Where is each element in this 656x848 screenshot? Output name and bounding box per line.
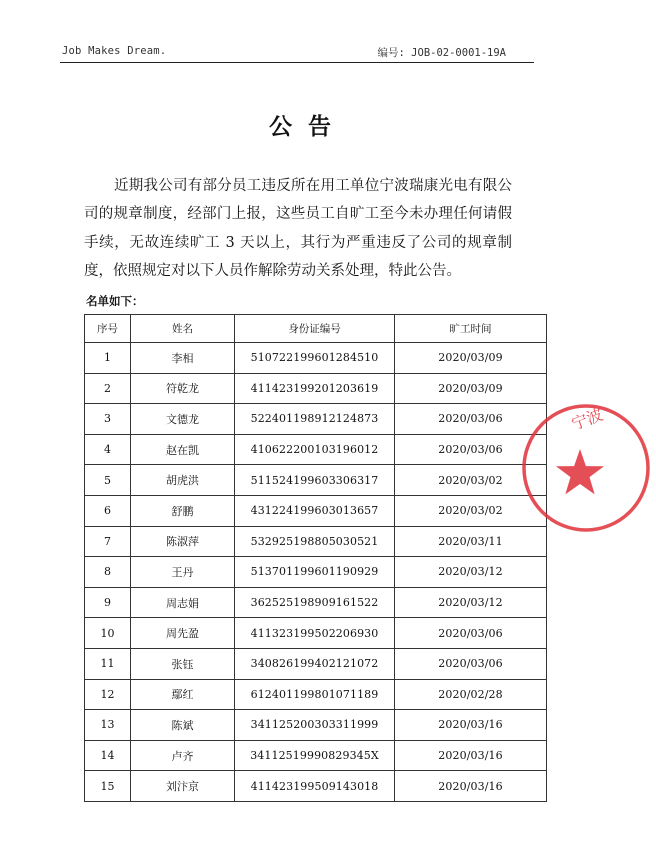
employee-name: 鄢红 [131, 679, 235, 710]
employee-name: 王丹 [131, 557, 235, 588]
row-index: 2 [85, 373, 131, 404]
absence-date: 2020/03/11 [395, 526, 547, 557]
absence-date: 2020/03/12 [395, 557, 547, 588]
table-row [85, 740, 547, 771]
id-number: 362525198909161522 [235, 587, 395, 618]
row-index: 10 [85, 618, 131, 649]
employee-name: 刘汴京 [131, 771, 235, 802]
table-row [85, 434, 547, 465]
absence-date: 2020/03/09 [395, 373, 547, 404]
id-number: 411423199509143018 [235, 771, 395, 802]
id-number: 340826199402121072 [235, 648, 395, 679]
absence-date: 2020/03/02 [395, 495, 547, 526]
id-number: 522401198912124873 [235, 404, 395, 435]
table-row [85, 648, 547, 679]
absence-date: 2020/03/12 [395, 587, 547, 618]
absence-date: 2020/03/06 [395, 404, 547, 435]
employee-name: 周志娟 [131, 587, 235, 618]
header-divider [60, 62, 534, 63]
seal-text: 宁波 [568, 404, 606, 434]
row-index: 8 [85, 557, 131, 588]
row-index: 1 [85, 343, 131, 374]
column-header-index: 序号 [85, 315, 131, 343]
page-title: 公告 [269, 114, 347, 140]
employee-name: 陈斌 [131, 710, 235, 741]
id-number: 532925198805030521 [235, 526, 395, 557]
id-number: 34112519990829345X [235, 740, 395, 771]
id-number: 511524199603306317 [235, 465, 395, 496]
table-row [85, 373, 547, 404]
row-index: 5 [85, 465, 131, 496]
id-number: 510722199601284510 [235, 343, 395, 374]
table-row [85, 557, 547, 588]
employee-name: 陈淑萍 [131, 526, 235, 557]
table-row [85, 465, 547, 496]
list-label: 名单如下： [86, 294, 144, 308]
employee-name: 符乾龙 [131, 373, 235, 404]
table-row [85, 404, 547, 435]
id-number: 341125200303311999 [235, 710, 395, 741]
employee-name: 文德龙 [131, 404, 235, 435]
id-number: 411323199502206930 [235, 618, 395, 649]
row-index: 11 [85, 648, 131, 679]
table-row [85, 771, 547, 802]
table-row [85, 679, 547, 710]
employee-name: 卢齐 [131, 740, 235, 771]
absence-date: 2020/03/06 [395, 648, 547, 679]
table-header-row [85, 315, 547, 343]
employee-name: 周先盈 [131, 618, 235, 649]
id-number: 410622200103196012 [235, 434, 395, 465]
row-index: 12 [85, 679, 131, 710]
column-header-absence-date: 旷工时间 [395, 315, 547, 343]
header-slogan: Job Makes Dream. [62, 45, 167, 57]
table-row [85, 587, 547, 618]
row-index: 6 [85, 495, 131, 526]
table-row [85, 526, 547, 557]
absence-date: 2020/03/02 [395, 465, 547, 496]
table-row [85, 618, 547, 649]
id-number: 513701199601190929 [235, 557, 395, 588]
employee-name: 李相 [131, 343, 235, 374]
id-number: 431224199603013657 [235, 495, 395, 526]
employee-name: 舒鹏 [131, 495, 235, 526]
row-index: 3 [85, 404, 131, 435]
column-header-id-number: 身份证编号 [235, 315, 395, 343]
row-index: 7 [85, 526, 131, 557]
row-index: 4 [85, 434, 131, 465]
absence-date: 2020/03/16 [395, 771, 547, 802]
table-row [85, 710, 547, 741]
seal-star-icon [556, 449, 604, 494]
id-number: 411423199201203619 [235, 373, 395, 404]
table-row [85, 495, 547, 526]
absence-date: 2020/03/06 [395, 618, 547, 649]
absence-date: 2020/03/16 [395, 740, 547, 771]
table-row [85, 343, 547, 374]
document-number: 编号: JOB-02-0001-19A [377, 47, 506, 59]
row-index: 14 [85, 740, 131, 771]
employee-name: 张钰 [131, 648, 235, 679]
column-header-name: 姓名 [131, 315, 235, 343]
absence-date: 2020/03/09 [395, 343, 547, 374]
absence-date: 2020/03/16 [395, 710, 547, 741]
row-index: 13 [85, 710, 131, 741]
announcement-body: 近期我公司有部分员工违反所在用工单位宁波瑞康光电有限公司的规章制度，经部门上报，这些员工自旷工至今未办理任何请假手续，无故连续旷工 3 天以上，其行为严重违反了公司的规章制度，依照规定对以下人员作解除劳动关系处理，特此公告。 [84, 178, 512, 280]
absence-date: 2020/02/28 [395, 679, 547, 710]
row-index: 9 [85, 587, 131, 618]
id-number: 612401199801071189 [235, 679, 395, 710]
dismissal-table [84, 314, 547, 802]
employee-name: 赵在凯 [131, 434, 235, 465]
employee-name: 胡虎洪 [131, 465, 235, 496]
absence-date: 2020/03/06 [395, 434, 547, 465]
row-index: 15 [85, 771, 131, 802]
